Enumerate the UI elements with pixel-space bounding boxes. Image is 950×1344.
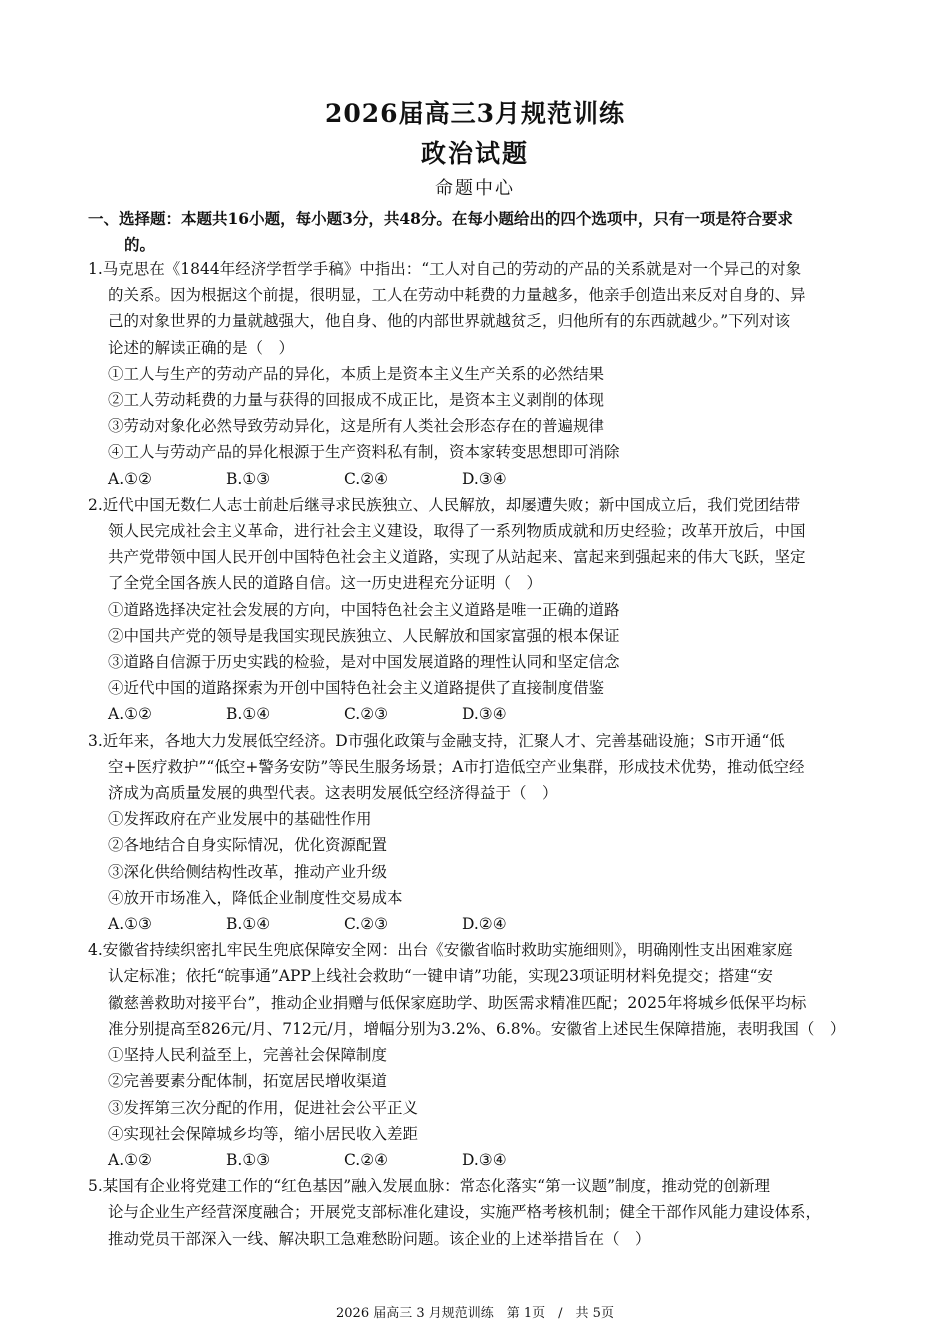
- question-stem-line: 准分别提高至826元/月、712元/月，增幅分别为3.2%、6.8%。安徽省上述民生保障措施，表明我国（ ）: [108, 1019, 846, 1038]
- answer-choice[interactable]: C.②④: [344, 1150, 389, 1169]
- question-stem-line: 论与企业生产经营深度融合；开展党支部标准化建设，实施严格考核机制；健全干部作风能力建设体系，: [108, 1203, 822, 1222]
- question-stem-line: 共产党带领中国人民开创中国特色社会主义道路，实现了从站起来、富起来到强起来的伟大飞跃，坚定: [108, 548, 806, 567]
- answer-choice[interactable]: A.①②: [108, 469, 152, 488]
- statement-option: ①道路选择决定社会发展的方向，中国特色社会主义道路是唯一正确的道路: [108, 600, 620, 619]
- statement-option: ③发挥第三次分配的作用，促进社会公平正义: [108, 1098, 419, 1117]
- question-stem-line: 推动党员干部深入一线、解决职工急难愁盼问题。该企业的上述举措旨在（ ）: [108, 1229, 651, 1248]
- question-stem-line: 空+医疗救护”“低空+警务安防”等民生服务场景；A市打造低空产业集群，形成技术优势，推动低空经: [108, 757, 805, 776]
- question-2: [88, 492, 878, 728]
- question-stem-line: 3.近年来，各地大力发展低空经济。D市强化政策与金融支持，汇聚人才、完善基础设施；S市开通“低: [88, 731, 785, 750]
- question-1: [88, 256, 878, 492]
- statement-option: ③劳动对象化必然导致劳动异化，这是所有人类社会形态存在的普遍规律: [108, 417, 605, 436]
- question-stem-line: 4.安徽省持续织密扎牢民生兜底保障安全网：出台《安徽省临时救助实施细则》，明确刚性支出困难家庭: [88, 941, 793, 960]
- answer-choice[interactable]: D.③④: [462, 1150, 507, 1169]
- question-stem-line: 领人民完成社会主义革命，进行社会主义建设，取得了一系列物质成就和历史经验；改革开放后，中国: [108, 522, 806, 541]
- answer-choices: [88, 466, 878, 492]
- statement-option: ③深化供给侧结构性改革，推动产业升级: [108, 862, 388, 881]
- question-5: [88, 1173, 878, 1252]
- answer-choice[interactable]: A.①③: [108, 915, 152, 934]
- answer-choice[interactable]: D.②④: [462, 915, 507, 934]
- exam-subject: 政治试题: [420, 139, 529, 168]
- statement-option: ①坚持人民利益至上，完善社会保障制度: [108, 1046, 388, 1065]
- question-stem-line: 5.某国有企业将党建工作的“红色基因”融入发展血脉：常态化落实“第一议题”制度，推动党的创新理: [88, 1177, 770, 1196]
- statement-option: ①发挥政府在产业发展中的基础性作用: [108, 810, 372, 829]
- statement-option: ②中国共产党的领导是我国实现民族独立、人民解放和国家富强的根本保证: [108, 626, 620, 645]
- question-list: [88, 256, 878, 1252]
- question-stem-line: 了全党全国各族人民的道路自信。这一历史进程充分证明（ ）: [108, 574, 543, 593]
- answer-choice[interactable]: A.①②: [108, 705, 152, 724]
- statement-option: ②完善要素分配体制，拓宽居民增收渠道: [108, 1072, 388, 1091]
- section-heading-line2: 的。: [124, 235, 156, 254]
- answer-choices: [88, 1147, 878, 1173]
- answer-choices: [88, 701, 878, 727]
- statement-option: ①工人与生产的劳动产品的异化，本质上是资本主义生产关系的必然结果: [108, 364, 605, 383]
- answer-choice[interactable]: D.③④: [462, 469, 507, 488]
- statement-option: ④近代中国的道路探索为开创中国特色社会主义道路提供了直接制度借鉴: [108, 679, 605, 698]
- question-stem-line: 的关系。因为根据这个前提，很明显，工人在劳动中耗费的力量越多，他亲手创造出来反对自身的、异: [108, 286, 806, 305]
- answer-choices: [88, 911, 878, 937]
- question-stem-line: 2.近代中国无数仁人志士前赴后继寻求民族独立、人民解放，却屡遭失败；新中国成立后，我们党团结带: [88, 495, 801, 514]
- answer-choice[interactable]: C.②④: [344, 469, 389, 488]
- answer-choice[interactable]: B.①③: [226, 1150, 271, 1169]
- statement-option: ④工人与劳动产品的异化根源于生产资料私有制，资本家转变思想即可消除: [108, 443, 620, 462]
- question-3: [88, 728, 878, 938]
- statement-option: ③道路自信源于历史实践的检验，是对中国发展道路的理性认同和坚定信念: [108, 653, 620, 672]
- statement-option: ④放开市场准入，降低企业制度性交易成本: [108, 888, 403, 907]
- answer-choice[interactable]: A.①②: [108, 1150, 152, 1169]
- section-heading-line1: 一、选择题：本题共16小题，每小题3分，共48分。在每小题给出的四个选项中，只有一项是符合要求: [88, 209, 793, 228]
- answer-choice[interactable]: B.①③: [226, 469, 271, 488]
- answer-choice[interactable]: B.①④: [226, 705, 271, 724]
- section-heading: [88, 206, 868, 258]
- statement-option: ②各地结合自身实际情况，优化资源配置: [108, 836, 388, 855]
- answer-choice[interactable]: C.②③: [344, 915, 389, 934]
- answer-choice[interactable]: D.③④: [462, 705, 507, 724]
- answer-choice[interactable]: B.①④: [226, 915, 271, 934]
- question-stem-line: 己的对象世界的力量就越强大，他自身、他的内部世界就越贫乏，归他所有的东西就越少。”下列对该: [108, 312, 791, 331]
- question-stem-line: 济成为高质量发展的典型代表。这表明发展低空经济得益于（ ）: [108, 784, 558, 803]
- question-stem-line: 认定标准；依托“皖事通”APP上线社会救助“一键申请”功能，实现23项证明材料免提交；搭建“安: [108, 967, 773, 986]
- exam-author: 命题中心: [435, 178, 515, 199]
- statement-option: ④实现社会保障城乡均等，缩小居民收入差距: [108, 1124, 419, 1143]
- question-stem-line: 论述的解读正确的是（ ）: [108, 338, 295, 357]
- question-stem-line: 徽慈善救助对接平台”，推动企业捐赠与低保家庭助学、助医需求精准匹配；2025年将城乡低保平均标: [108, 993, 807, 1012]
- statement-option: ②工人劳动耗费的力量与获得的回报成不成正比，是资本主义剥削的体现: [108, 391, 605, 410]
- exam-title: 2026届高三3月规范训练: [325, 99, 625, 128]
- question-4: [88, 937, 878, 1173]
- question-stem-line: 1.马克思在《1844年经济学哲学手稿》中指出：“工人对自己的劳动的产品的关系就是对一个异己的对象: [88, 260, 802, 278]
- answer-choice[interactable]: C.②③: [344, 705, 389, 724]
- page-footer: 2026 届高三 3 月规范训练 第 1页 / 共 5页: [336, 1306, 614, 1321]
